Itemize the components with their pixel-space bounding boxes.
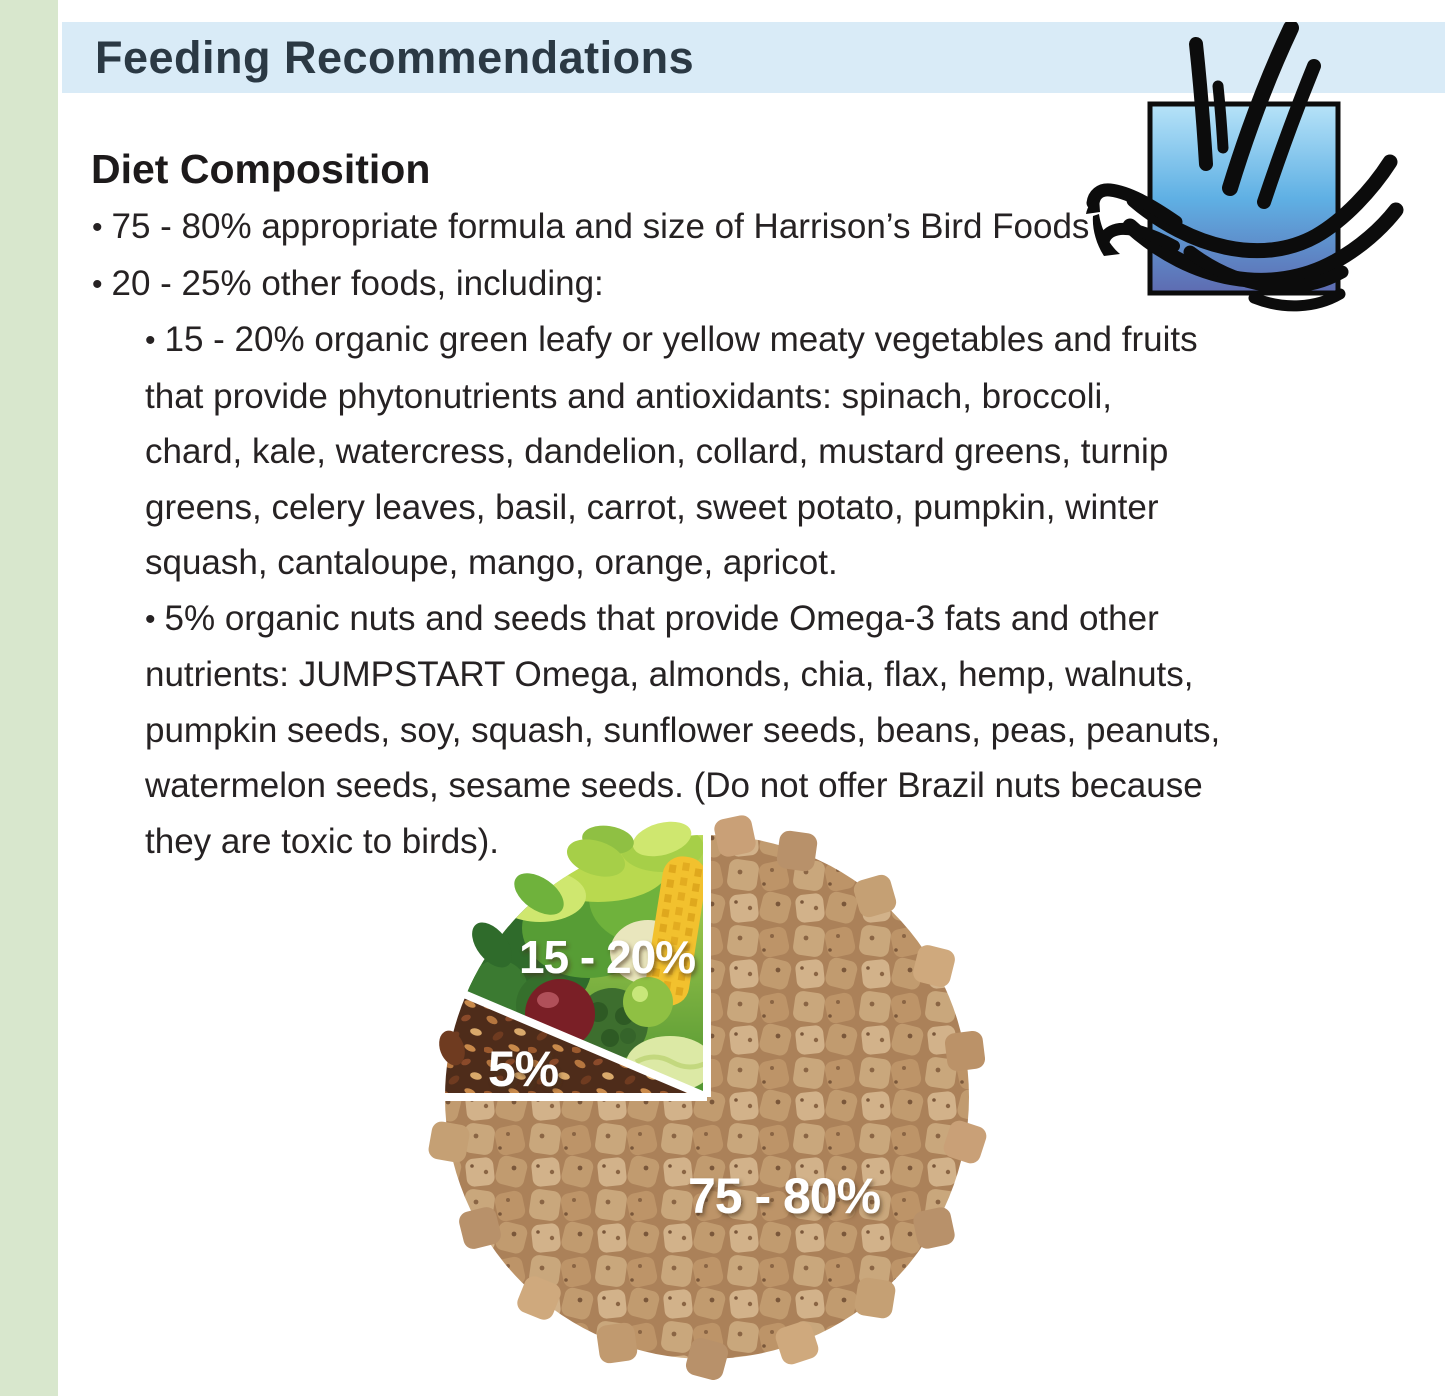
bullet-marker: • bbox=[92, 211, 103, 244]
bullet-marker: • bbox=[145, 324, 156, 357]
bullet-text: 20 - 25% other foods, including: bbox=[111, 263, 604, 303]
sub-bullet-veg-line: that provide phytonutrients and antioxidants: spinach, broccoli, bbox=[145, 376, 1112, 416]
pie-label-vegetables: 15 - 20% bbox=[518, 931, 696, 983]
section-heading: Diet Composition bbox=[91, 146, 431, 192]
diet-composition-pie-chart bbox=[420, 815, 1020, 1380]
bullet-item-formula bbox=[92, 199, 1392, 256]
sub-bullet-veg-line: chard, kale, watercress, dandelion, collard, mustard greens, turnip bbox=[145, 432, 1169, 471]
sub-bullet-veg-line bbox=[145, 312, 1392, 369]
sub-bullet-nuts-line: they are toxic to birds). bbox=[145, 821, 500, 861]
pie-label-pellets: 75 - 80% bbox=[687, 1168, 881, 1224]
bullet-item-other-foods bbox=[92, 256, 1392, 313]
sub-bullet-veg-line: greens, celery leaves, basil, carrot, sweet potato, pumpkin, winter bbox=[145, 487, 1159, 527]
sub-bullet-nuts-line: watermelon seeds, sesame seeds. (Do not offer Brazil nuts because bbox=[145, 766, 1203, 805]
page-title: Feeding Recommendations bbox=[95, 31, 695, 83]
bullet-text: 75 - 80% appropriate formula and size of Harrison’s Bird Foods bbox=[111, 207, 1090, 246]
sub-bullet-text: 15 - 20% organic green leafy or yellow meaty vegetables and fruits bbox=[164, 320, 1198, 359]
sub-bullet-nuts-line: pumpkin seeds, soy, squash, sunflower seeds, beans, peas, peanuts, bbox=[145, 710, 1221, 750]
sub-bullet-text: 5% organic nuts and seeds that provide Omega-3 fats and other bbox=[164, 598, 1159, 638]
bullet-marker: • bbox=[145, 602, 156, 636]
sub-bullet-veg-line: squash, cantaloupe, mango, orange, apricot. bbox=[145, 543, 838, 582]
left-margin-strip bbox=[0, 0, 58, 1396]
pie-label-seeds: 5% bbox=[487, 1041, 559, 1097]
bullet-marker: • bbox=[92, 267, 103, 301]
sub-bullet-nuts-line: nutrients: JUMPSTART Omega, almonds, chia, flax, hemp, walnuts, bbox=[145, 655, 1194, 694]
sub-bullet-nuts-line bbox=[145, 591, 1392, 648]
green-apple bbox=[623, 977, 673, 1027]
diet-composition-body bbox=[92, 199, 1392, 869]
